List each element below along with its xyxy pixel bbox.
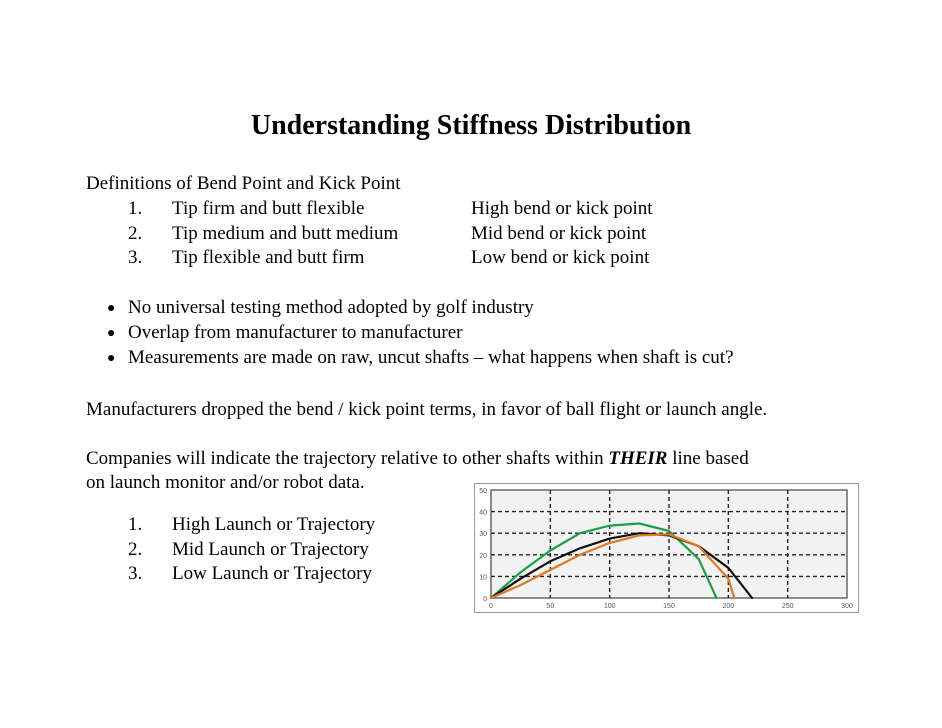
x-tick-label: 300 [841,603,853,610]
bullet-icon: ● [107,351,116,366]
bullet-icon: ● [107,326,116,341]
definition-result: Low bend or kick point [471,247,650,268]
definition-number: 1. [128,198,143,219]
paragraph-companies [86,447,749,471]
x-tick-label: 100 [603,603,616,610]
x-tick-label: 250 [781,603,794,610]
launch-number: 1. [128,514,143,535]
definition-description: Tip firm and butt flexible [172,198,365,219]
y-tick-label: 20 [479,552,487,560]
page-title: Understanding Stiffness Distribution [250,110,692,141]
y-tick-label: 10 [479,574,487,582]
paragraph-text: line based [667,448,749,469]
paragraph-manufacturers: Manufacturers dropped the bend / kick point terms, in favor of ball flight or launch angle. [86,399,768,420]
definition-description: Tip flexible and butt firm [172,247,365,268]
launch-label: Mid Launch or Trajectory [172,539,369,560]
bullet-text: No universal testing method adopted by golf industry [128,297,534,318]
launch-label: Low Launch or Trajectory [172,563,372,584]
x-tick-label: 50 [546,603,555,610]
definition-description: Tip medium and butt medium [172,223,399,244]
x-tick-label: 0 [489,603,493,610]
bullet-text: Overlap from manufacturer to manufacturer [128,322,463,343]
launch-label: High Launch or Trajectory [172,514,376,535]
x-tick-label: 200 [722,603,735,610]
trajectory-chart [474,483,859,613]
bullet-text: Measurements are made on raw, uncut shafts – what happens when shaft is cut? [128,347,734,368]
launch-number: 2. [128,539,143,560]
definitions-heading: Definitions of Bend Point and Kick Point [86,173,401,194]
paragraph-companies-line2: on launch monitor and/or robot data. [86,472,365,493]
y-tick-label: 50 [479,488,487,495]
trajectory-chart-svg [475,484,858,612]
definition-number: 2. [128,223,143,244]
x-tick-label: 150 [663,603,675,610]
definition-number: 3. [128,247,143,268]
launch-number: 3. [128,563,143,584]
paragraph-text: Companies will indicate the trajectory relative to other shafts within [86,448,609,469]
definition-result: Mid bend or kick point [471,223,647,244]
y-tick-label: 40 [479,509,487,517]
y-tick-label: 30 [479,531,487,539]
emphasis-text: THEIR [608,448,668,469]
bullet-icon: ● [107,301,116,316]
y-tick-label: 0 [483,596,487,603]
definition-result: High bend or kick point [471,198,653,219]
